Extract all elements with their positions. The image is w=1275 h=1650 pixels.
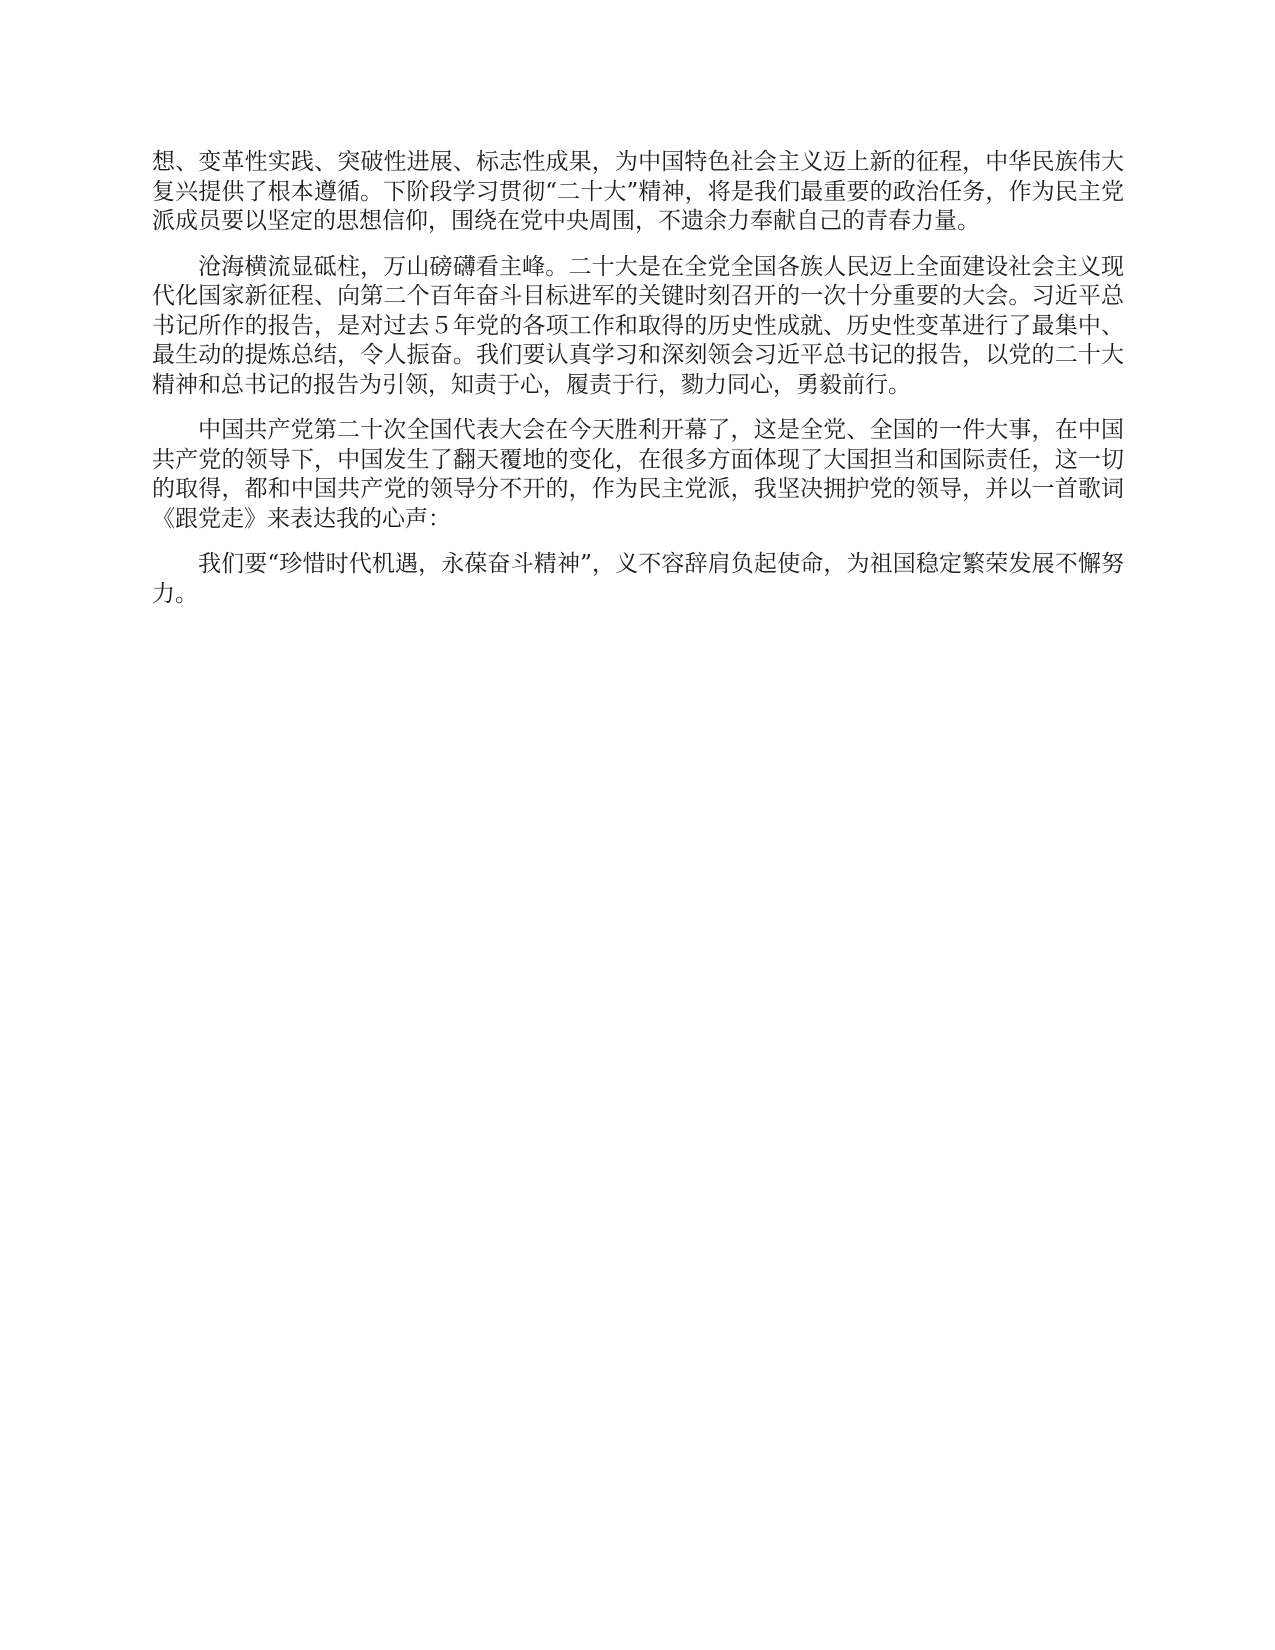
paragraph-3: 中国共产党第二十次全国代表大会在今天胜利开幕了，这是全党、全国的一件大事，在中国共产党的领导下，中国发生了翻天覆地的变化，在很多方面体现了大国担当和国际责任，这一切的取得，都和中国共产党的领导分不开的，作为民主党派，我坚决拥护党的领导，并以一首歌词《跟党走》来表达我的心声：: [152, 417, 1124, 532]
paragraph-1: 想、变革性实践、突破性进展、标志性成果，为中国特色社会主义迈上新的征程，中华民族伟大复兴提供了根本遵循。下阶段学习贯彻“二十大”精神，将是我们最重要的政治任务，作为民主党派成员要以坚定的思想信仰，围绕在党中央周围，不遗余力奉献自己的青春力量。: [152, 149, 1124, 234]
paragraph-2: 沧海横流显砥柱，万山磅礴看主峰。二十大是在全党全国各族人民迈上全面建设社会主义现代化国家新征程、向第二个百年奋斗目标进军的关键时刻召开的一次十分重要的大会。习近平总书记所作的报告，是对过去５年党的各项工作和取得的历史性成就、历史性变革进行了最集中、最生动的提炼总结，令人振奋。我们要认真学习和深刻领会习近平总书记的报告，以党的二十大精神和总书记的报告为引领，知责于心，履责于行，勠力同心，勇毅前行。: [152, 253, 1124, 398]
document-body: [152, 148, 1124, 625]
paragraph-4: 我们要“珍惜时代机遇，永葆奋斗精神”，义不容辞肩负起使命，为祖国稳定繁荣发展不懈努力。: [152, 551, 1124, 607]
